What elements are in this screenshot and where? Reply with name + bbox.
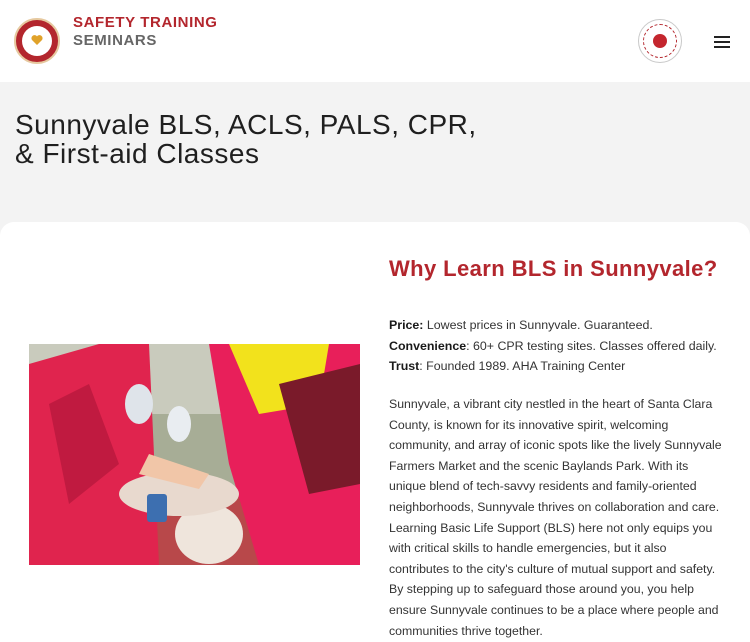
logo-inner <box>22 26 52 56</box>
authorized-training-center-badge-icon <box>638 19 682 63</box>
cpr-photo-illustration <box>29 344 360 565</box>
fact-label: Convenience <box>389 338 467 353</box>
fact-text: : Founded 1989. AHA Training Center <box>419 359 626 373</box>
heart-icon <box>31 34 43 46</box>
fact-text: : 60+ CPR testing sites. Classes offered daily. <box>466 338 717 353</box>
fact-trust <box>389 356 729 377</box>
fact-price <box>389 315 729 336</box>
page-title-line1: Sunnyvale BLS, ACLS, PALS, CPR, <box>15 109 477 140</box>
section-heading: Why Learn BLS in Sunnyvale? <box>389 256 718 281</box>
fact-text: Lowest prices in Sunnyvale. Guaranteed. <box>423 318 653 332</box>
fact-label: Trust <box>389 359 420 373</box>
heart-torch-icon <box>653 34 667 48</box>
brand-name-line1[interactable]: SAFETY TRAINING <box>73 14 218 31</box>
site-header <box>0 0 750 82</box>
key-facts-list <box>389 315 729 377</box>
fact-convenience <box>389 336 729 357</box>
intro-paragraph: Sunnyvale, a vibrant city nestled in the heart of Santa Clara County, is known for its innovative spirit, welcoming community, and array of iconic spots like the lively Sunnyvale Farmers Market and the scenic Baylands Park. With its unique blend of tech-savvy residents and family-oriented neighborhoods, Sunnyvale thrives on collaboration and care. Learning Basic Life Support (BLS) here not only equips you with critical skills to handle emergencies, but it also contributes to the city's culture of mutual support and safety. By stepping up to safeguard those around you, you help ensure Sunnyvale continues to be a place where people and communities thrive together. <box>389 397 722 638</box>
page-title-line2: & First-aid Classes <box>15 138 260 169</box>
safety-training-logo-icon[interactable] <box>14 18 60 64</box>
cpr-training-photo <box>29 344 360 565</box>
page-title <box>15 110 535 168</box>
fact-label: Price: <box>389 318 424 332</box>
hamburger-menu-icon[interactable] <box>712 34 734 50</box>
brand-name-line2[interactable]: SEMINARS <box>73 32 157 49</box>
